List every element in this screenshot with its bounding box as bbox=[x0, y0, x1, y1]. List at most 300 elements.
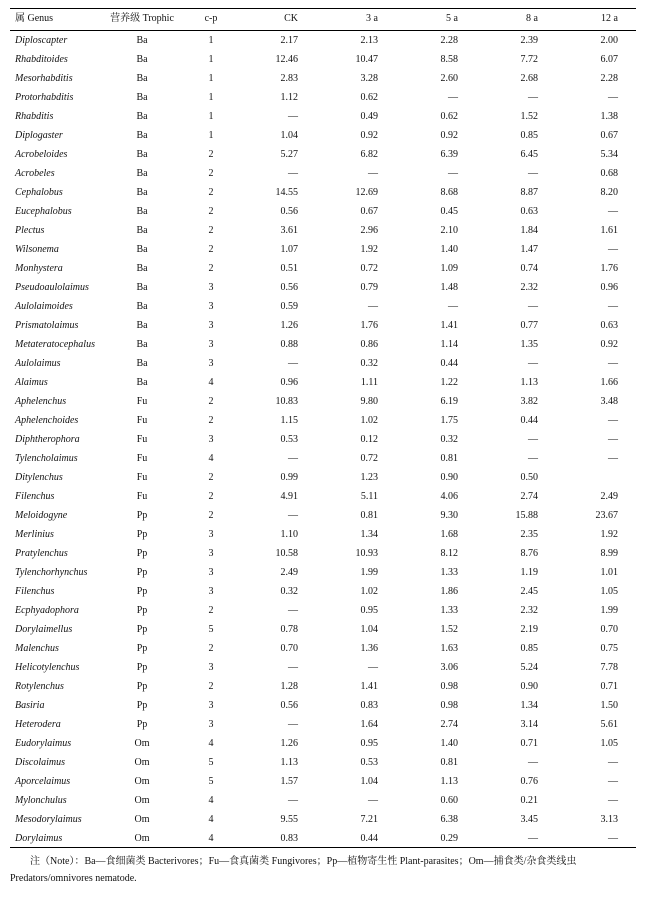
cell-8a: — bbox=[528, 168, 538, 179]
cell-8a: — bbox=[528, 358, 538, 369]
cell-ck: 1.04 bbox=[280, 130, 298, 141]
table-row bbox=[10, 810, 636, 829]
cell-genus: Wilsonema bbox=[15, 244, 59, 255]
cell-5a: 1.14 bbox=[440, 339, 458, 350]
cell-trophic: Pp bbox=[136, 586, 148, 597]
cell-12a: 1.50 bbox=[600, 700, 618, 711]
cell-3a: 0.79 bbox=[360, 282, 378, 293]
table-row bbox=[10, 525, 636, 544]
cell-5a: 0.98 bbox=[440, 681, 458, 692]
cell-5a: 6.39 bbox=[440, 149, 458, 160]
cell-5a: 0.98 bbox=[440, 700, 458, 711]
cell-cp: 3 bbox=[208, 320, 214, 331]
cell-genus: Protorhabditis bbox=[15, 92, 74, 103]
cell-3a: 10.47 bbox=[355, 54, 378, 65]
cell-12a: — bbox=[608, 358, 618, 369]
cell-genus: Alaimus bbox=[15, 377, 48, 388]
cell-genus: Merlinius bbox=[15, 529, 54, 540]
cell-cp: 1 bbox=[208, 73, 214, 84]
cell-cp: 2 bbox=[208, 415, 214, 426]
cell-cp: 1 bbox=[208, 111, 214, 122]
cell-genus: Ditylenchus bbox=[15, 472, 63, 483]
cell-trophic: Pp bbox=[136, 624, 148, 635]
cell-12a: 1.66 bbox=[600, 377, 618, 388]
header-12a: 12 a bbox=[601, 13, 618, 24]
cell-ck: 1.26 bbox=[280, 738, 298, 749]
cell-ck: 0.56 bbox=[280, 206, 298, 217]
cell-trophic: Om bbox=[134, 757, 150, 768]
cell-ck: 1.15 bbox=[280, 415, 298, 426]
cell-ck: 1.12 bbox=[280, 92, 298, 103]
cell-trophic: Ba bbox=[136, 130, 148, 141]
cell-8a: 8.87 bbox=[520, 187, 538, 198]
cell-trophic: Ba bbox=[136, 225, 148, 236]
cell-8a: 0.63 bbox=[520, 206, 538, 217]
cell-trophic: Fu bbox=[136, 415, 148, 426]
cell-3a: 0.92 bbox=[360, 130, 378, 141]
cell-cp: 2 bbox=[208, 244, 214, 255]
cell-5a: 8.58 bbox=[440, 54, 458, 65]
table-row bbox=[10, 316, 636, 335]
cell-ck: — bbox=[288, 168, 298, 179]
cell-8a: 2.32 bbox=[520, 282, 538, 293]
cell-3a: 1.02 bbox=[360, 586, 378, 597]
cell-12a: 0.63 bbox=[600, 320, 618, 331]
cell-12a: 1.92 bbox=[600, 529, 618, 540]
cell-12a: 0.68 bbox=[600, 168, 618, 179]
table-row bbox=[10, 449, 636, 468]
cell-8a: — bbox=[528, 92, 538, 103]
cell-ck: 0.56 bbox=[280, 700, 298, 711]
cell-5a: 9.30 bbox=[440, 510, 458, 521]
cell-genus: Malenchus bbox=[15, 643, 59, 654]
cell-cp: 2 bbox=[208, 187, 214, 198]
table-row bbox=[10, 639, 636, 658]
cell-genus: Cephalobus bbox=[15, 187, 63, 198]
cell-3a: 6.82 bbox=[360, 149, 378, 160]
cell-3a: 0.81 bbox=[360, 510, 378, 521]
table-row bbox=[10, 753, 636, 772]
cell-cp: 1 bbox=[208, 92, 214, 103]
cell-8a: — bbox=[528, 453, 538, 464]
cell-cp: 3 bbox=[208, 567, 214, 578]
cell-12a: 8.99 bbox=[600, 548, 618, 559]
cell-trophic: Fu bbox=[136, 491, 148, 502]
cell-8a: — bbox=[528, 301, 538, 312]
cell-12a: — bbox=[608, 757, 618, 768]
cell-12a: 0.67 bbox=[600, 130, 618, 141]
table-row bbox=[10, 31, 636, 50]
cell-trophic: Fu bbox=[136, 453, 148, 464]
cell-genus: Aphelenchoides bbox=[15, 415, 79, 426]
cell-genus: Aporcelaimus bbox=[15, 776, 71, 787]
table-row bbox=[10, 506, 636, 525]
cell-3a: — bbox=[368, 168, 378, 179]
cell-3a: 0.72 bbox=[360, 453, 378, 464]
cell-5a: — bbox=[448, 301, 458, 312]
cell-8a: 0.21 bbox=[520, 795, 538, 806]
cell-12a: 1.05 bbox=[600, 738, 618, 749]
table-row bbox=[10, 164, 636, 183]
cell-cp: 3 bbox=[208, 586, 214, 597]
cell-5a: 1.41 bbox=[440, 320, 458, 331]
cell-5a: 2.60 bbox=[440, 73, 458, 84]
cell-trophic: Ba bbox=[136, 92, 148, 103]
cell-5a: 0.81 bbox=[440, 453, 458, 464]
table-row bbox=[10, 601, 636, 620]
cell-3a: 0.95 bbox=[360, 738, 378, 749]
cell-ck: 10.83 bbox=[275, 396, 298, 407]
cell-trophic: Pp bbox=[136, 529, 148, 540]
cell-5a: 0.81 bbox=[440, 757, 458, 768]
cell-12a: 2.49 bbox=[600, 491, 618, 502]
cell-3a: 1.04 bbox=[360, 776, 378, 787]
cell-cp: 3 bbox=[208, 548, 214, 559]
cell-ck: 12.46 bbox=[275, 54, 298, 65]
cell-cp: 2 bbox=[208, 491, 214, 502]
cell-8a: 3.82 bbox=[520, 396, 538, 407]
header-cp: c-p bbox=[204, 13, 218, 24]
cell-cp: 2 bbox=[208, 472, 214, 483]
cell-8a: 1.34 bbox=[520, 700, 538, 711]
table-row bbox=[10, 411, 636, 430]
cell-5a: 1.75 bbox=[440, 415, 458, 426]
cell-3a: 0.32 bbox=[360, 358, 378, 369]
header-ck: CK bbox=[284, 13, 298, 24]
header-genus: 属 Genus bbox=[15, 13, 54, 24]
cell-12a: 5.61 bbox=[600, 719, 618, 730]
cell-3a: 9.80 bbox=[360, 396, 378, 407]
cell-cp: 1 bbox=[208, 54, 214, 65]
cell-trophic: Ba bbox=[136, 244, 148, 255]
header-5a: 5 a bbox=[446, 13, 458, 24]
cell-ck: — bbox=[288, 453, 298, 464]
cell-12a: 1.76 bbox=[600, 263, 618, 274]
table-header-row bbox=[10, 9, 636, 28]
cell-genus: Mesorhabditis bbox=[15, 73, 73, 84]
header-trophic: 营养级 Trophic bbox=[110, 13, 174, 24]
cell-12a: 0.75 bbox=[600, 643, 618, 654]
cell-cp: 3 bbox=[208, 339, 214, 350]
cell-trophic: Om bbox=[134, 795, 150, 806]
cell-trophic: Ba bbox=[136, 111, 148, 122]
cell-8a: 0.85 bbox=[520, 643, 538, 654]
cell-12a: 6.07 bbox=[600, 54, 618, 65]
cell-8a: 1.19 bbox=[520, 567, 538, 578]
table-row bbox=[10, 468, 636, 487]
cell-8a: 1.52 bbox=[520, 111, 538, 122]
cell-12a: — bbox=[608, 776, 618, 787]
cell-trophic: Om bbox=[134, 814, 150, 825]
cell-3a: 10.93 bbox=[355, 548, 378, 559]
cell-cp: 1 bbox=[208, 130, 214, 141]
cell-trophic: Fu bbox=[136, 396, 148, 407]
cell-12a: 0.70 bbox=[600, 624, 618, 635]
cell-5a: 0.45 bbox=[440, 206, 458, 217]
cell-12a: 23.67 bbox=[595, 510, 618, 521]
cell-12a: — bbox=[608, 301, 618, 312]
cell-ck: 5.27 bbox=[280, 149, 298, 160]
cell-ck: — bbox=[288, 662, 298, 673]
cell-12a: 1.38 bbox=[600, 111, 618, 122]
cell-5a: 1.48 bbox=[440, 282, 458, 293]
cell-ck: 1.10 bbox=[280, 529, 298, 540]
cell-genus: Mesodorylaimus bbox=[15, 814, 82, 825]
cell-5a: 1.40 bbox=[440, 738, 458, 749]
table-row bbox=[10, 259, 636, 278]
cell-cp: 3 bbox=[208, 529, 214, 540]
cell-cp: 1 bbox=[208, 35, 214, 46]
cell-3a: 0.72 bbox=[360, 263, 378, 274]
cell-8a: — bbox=[528, 833, 538, 844]
cell-12a: — bbox=[608, 206, 618, 217]
cell-genus: Acrobeles bbox=[15, 168, 55, 179]
cell-cp: 2 bbox=[208, 681, 214, 692]
cell-trophic: Pp bbox=[136, 700, 148, 711]
cell-ck: 0.53 bbox=[280, 434, 298, 445]
cell-trophic: Pp bbox=[136, 719, 148, 730]
table-row bbox=[10, 145, 636, 164]
cell-cp: 4 bbox=[208, 377, 214, 388]
cell-cp: 2 bbox=[208, 510, 214, 521]
table-row bbox=[10, 240, 636, 259]
cell-5a: 2.74 bbox=[440, 719, 458, 730]
cell-genus: Helicotylenchus bbox=[15, 662, 80, 673]
table-row bbox=[10, 658, 636, 677]
cell-3a: 1.36 bbox=[360, 643, 378, 654]
cell-ck: 0.32 bbox=[280, 586, 298, 597]
cell-3a: 1.76 bbox=[360, 320, 378, 331]
cell-12a: 2.28 bbox=[600, 73, 618, 84]
cell-ck: 1.28 bbox=[280, 681, 298, 692]
cell-ck: 0.99 bbox=[280, 472, 298, 483]
cell-3a: 0.62 bbox=[360, 92, 378, 103]
cell-cp: 3 bbox=[208, 301, 214, 312]
table-row bbox=[10, 88, 636, 107]
cell-12a: — bbox=[608, 833, 618, 844]
cell-3a: 1.11 bbox=[360, 377, 378, 388]
cell-5a: 1.86 bbox=[440, 586, 458, 597]
cell-8a: 15.88 bbox=[515, 510, 538, 521]
cell-genus: Mylonchulus bbox=[15, 795, 67, 806]
cell-genus: Metateratocephalus bbox=[15, 339, 95, 350]
cell-ck: — bbox=[288, 111, 298, 122]
cell-ck: 10.58 bbox=[275, 548, 298, 559]
table-row bbox=[10, 582, 636, 601]
cell-trophic: Pp bbox=[136, 662, 148, 673]
cell-ck: 0.83 bbox=[280, 833, 298, 844]
header-3a: 3 a bbox=[366, 13, 378, 24]
cell-5a: 1.68 bbox=[440, 529, 458, 540]
cell-12a: 5.34 bbox=[600, 149, 618, 160]
cell-3a: 5.11 bbox=[360, 491, 378, 502]
cell-cp: 2 bbox=[208, 206, 214, 217]
header-8a: 8 a bbox=[526, 13, 538, 24]
cell-3a: — bbox=[368, 662, 378, 673]
cell-trophic: Ba bbox=[136, 73, 148, 84]
cell-3a: 1.04 bbox=[360, 624, 378, 635]
cell-12a: 0.92 bbox=[600, 339, 618, 350]
table-row bbox=[10, 354, 636, 373]
cell-8a: — bbox=[528, 434, 538, 445]
cell-genus: Dorylaimus bbox=[15, 833, 63, 844]
cell-trophic: Ba bbox=[136, 263, 148, 274]
cell-genus: Plectus bbox=[15, 225, 45, 236]
table-row bbox=[10, 69, 636, 88]
cell-5a: 0.62 bbox=[440, 111, 458, 122]
cell-trophic: Ba bbox=[136, 35, 148, 46]
cell-ck: 2.49 bbox=[280, 567, 298, 578]
cell-12a: 8.20 bbox=[600, 187, 618, 198]
cell-8a: 2.19 bbox=[520, 624, 538, 635]
cell-12a: — bbox=[608, 244, 618, 255]
cell-cp: 4 bbox=[208, 738, 214, 749]
cell-genus: Meloidogyne bbox=[15, 510, 68, 521]
cell-3a: 2.13 bbox=[360, 35, 378, 46]
cell-5a: 0.29 bbox=[440, 833, 458, 844]
cell-8a: 0.77 bbox=[520, 320, 538, 331]
cell-5a: 3.06 bbox=[440, 662, 458, 673]
cell-trophic: Ba bbox=[136, 187, 148, 198]
cell-trophic: Ba bbox=[136, 301, 148, 312]
cell-trophic: Om bbox=[134, 833, 150, 844]
cell-genus: Basiria bbox=[15, 700, 45, 711]
cell-5a: 0.60 bbox=[440, 795, 458, 806]
cell-8a: 2.45 bbox=[520, 586, 538, 597]
table-row bbox=[10, 392, 636, 411]
cell-12a: 3.13 bbox=[600, 814, 618, 825]
cell-8a: 0.76 bbox=[520, 776, 538, 787]
cell-5a: 1.52 bbox=[440, 624, 458, 635]
table-row bbox=[10, 430, 636, 449]
cell-trophic: Pp bbox=[136, 643, 148, 654]
cell-cp: 2 bbox=[208, 263, 214, 274]
cell-cp: 3 bbox=[208, 358, 214, 369]
cell-trophic: Ba bbox=[136, 168, 148, 179]
table-row bbox=[10, 563, 636, 582]
cell-8a: 2.32 bbox=[520, 605, 538, 616]
cell-3a: 1.41 bbox=[360, 681, 378, 692]
cell-ck: 1.13 bbox=[280, 757, 298, 768]
cell-8a: 0.90 bbox=[520, 681, 538, 692]
cell-genus: Tylenchorhynchus bbox=[15, 567, 88, 578]
cell-cp: 5 bbox=[208, 757, 214, 768]
cell-ck: 1.07 bbox=[280, 244, 298, 255]
cell-5a: 2.28 bbox=[440, 35, 458, 46]
cell-5a: 1.33 bbox=[440, 567, 458, 578]
cell-8a: 0.71 bbox=[520, 738, 538, 749]
cell-8a: 6.45 bbox=[520, 149, 538, 160]
cell-cp: 3 bbox=[208, 434, 214, 445]
cell-genus: Pratylenchus bbox=[15, 548, 68, 559]
cell-5a: 6.19 bbox=[440, 396, 458, 407]
cell-trophic: Om bbox=[134, 776, 150, 787]
cell-trophic: Ba bbox=[136, 282, 148, 293]
cell-5a: 1.63 bbox=[440, 643, 458, 654]
cell-5a: 0.92 bbox=[440, 130, 458, 141]
cell-3a: 0.12 bbox=[360, 434, 378, 445]
cell-genus: Filenchus bbox=[15, 586, 55, 597]
cell-cp: 2 bbox=[208, 643, 214, 654]
cell-ck: — bbox=[288, 358, 298, 369]
cell-12a: — bbox=[608, 453, 618, 464]
table-row bbox=[10, 373, 636, 392]
cell-ck: 0.56 bbox=[280, 282, 298, 293]
cell-3a: 1.99 bbox=[360, 567, 378, 578]
cell-ck: 14.55 bbox=[275, 187, 298, 198]
cell-8a: 0.85 bbox=[520, 130, 538, 141]
cell-12a: — bbox=[608, 92, 618, 103]
cell-8a: 0.50 bbox=[520, 472, 538, 483]
cell-trophic: Ba bbox=[136, 358, 148, 369]
table-row bbox=[10, 50, 636, 69]
cell-ck: 2.83 bbox=[280, 73, 298, 84]
cell-8a: 1.13 bbox=[520, 377, 538, 388]
cell-5a: 1.22 bbox=[440, 377, 458, 388]
cell-3a: 0.49 bbox=[360, 111, 378, 122]
cell-5a: 1.09 bbox=[440, 263, 458, 274]
cell-genus: Heterodera bbox=[15, 719, 61, 730]
table-row bbox=[10, 107, 636, 126]
cell-5a: 0.44 bbox=[440, 358, 458, 369]
cell-cp: 2 bbox=[208, 605, 214, 616]
cell-genus: Diphtherophora bbox=[15, 434, 80, 445]
cell-trophic: Pp bbox=[136, 681, 148, 692]
cell-cp: 4 bbox=[208, 453, 214, 464]
cell-ck: 9.55 bbox=[280, 814, 298, 825]
cell-genus: Rhabditis bbox=[15, 111, 54, 122]
cell-genus: Rhabditoides bbox=[15, 54, 68, 65]
cell-cp: 4 bbox=[208, 814, 214, 825]
cell-trophic: Ba bbox=[136, 54, 148, 65]
table-row bbox=[10, 221, 636, 240]
cell-5a: 8.68 bbox=[440, 187, 458, 198]
cell-5a: 1.40 bbox=[440, 244, 458, 255]
cell-5a: 2.10 bbox=[440, 225, 458, 236]
cell-ck: 4.91 bbox=[280, 491, 298, 502]
cell-genus: Prismatolaimus bbox=[15, 320, 79, 331]
cell-genus: Aulolaimus bbox=[15, 358, 61, 369]
cell-8a: 8.76 bbox=[520, 548, 538, 559]
cell-cp: 3 bbox=[208, 719, 214, 730]
cell-8a: 2.74 bbox=[520, 491, 538, 502]
table-row bbox=[10, 335, 636, 354]
cell-cp: 5 bbox=[208, 624, 214, 635]
cell-3a: 0.44 bbox=[360, 833, 378, 844]
note-line-1: 注（Note）：Ba—食细菌类 Bacterivores；Fu—食真菌类 Fungivores；Pp—植物寄生性 Plant-parasites；Om—捕食类/杂食类线虫 bbox=[30, 856, 577, 867]
cell-3a: 3.28 bbox=[360, 73, 378, 84]
cell-8a: 3.45 bbox=[520, 814, 538, 825]
cell-8a: — bbox=[528, 757, 538, 768]
cell-5a: — bbox=[448, 92, 458, 103]
cell-genus: Tylencholaimus bbox=[15, 453, 78, 464]
cell-ck: 0.51 bbox=[280, 263, 298, 274]
cell-cp: 2 bbox=[208, 149, 214, 160]
cell-12a: — bbox=[608, 434, 618, 445]
cell-cp: 4 bbox=[208, 833, 214, 844]
cell-8a: 1.84 bbox=[520, 225, 538, 236]
table-row bbox=[10, 620, 636, 639]
cell-12a: — bbox=[608, 795, 618, 806]
cell-8a: 0.74 bbox=[520, 263, 538, 274]
cell-trophic: Ba bbox=[136, 377, 148, 388]
cell-ck: — bbox=[288, 605, 298, 616]
cell-5a: 8.12 bbox=[440, 548, 458, 559]
cell-cp: 2 bbox=[208, 396, 214, 407]
cell-cp: 3 bbox=[208, 282, 214, 293]
cell-genus: Dorylaimellus bbox=[15, 624, 73, 635]
cell-3a: 0.95 bbox=[360, 605, 378, 616]
